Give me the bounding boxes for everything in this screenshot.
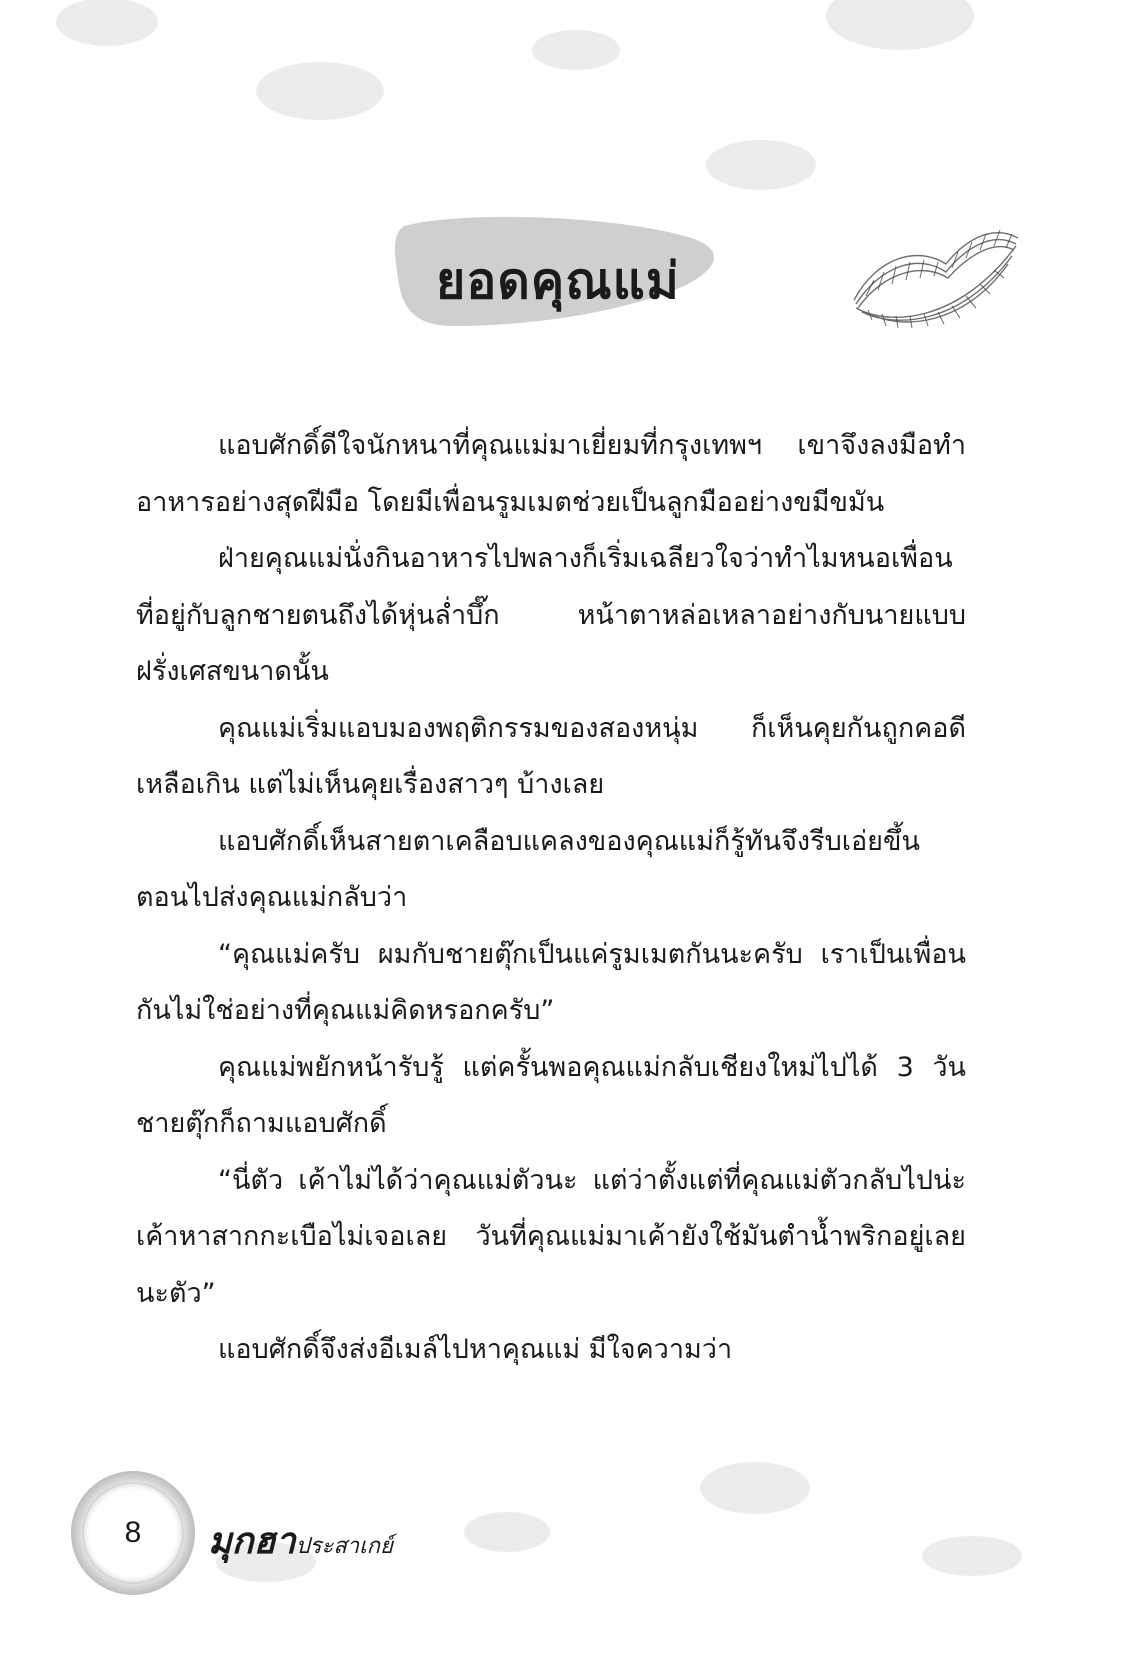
chapter-title: ยอดคุณแม่	[436, 252, 680, 310]
background-blob	[464, 1512, 550, 1552]
background-blob	[256, 62, 384, 120]
background-blob	[532, 30, 620, 70]
page-number: 8	[124, 1516, 142, 1549]
brand-sub: ประสาเกย์	[295, 1534, 393, 1559]
background-blob	[826, 0, 974, 50]
story-paragraph: “นี่ตัว เค้าไม่ได้ว่าคุณแม่ตัวนะ แต่ว่าตั้งแต่ที่คุณแม่ตัวกลับไปน่ะเค้าหาสากกะเบือไม่เจอเลย วันที่คุณแม่มาเค้ายังใช้มันตำน้ำพริกอยู่เลยนะตัว”	[136, 1164, 966, 1309]
story-paragraph: แอบศักดิ์ดีใจนักหนาที่คุณแม่มาเยี่ยมที่กรุงเทพฯ เขาจึงลงมือทำอาหารอย่างสุดฝีมือ โดยมีเพื่อนรูมเมตช่วยเป็นลูกมืออย่างขมีขมัน	[136, 430, 966, 518]
background-blob	[706, 140, 816, 190]
background-blob	[700, 1462, 810, 1514]
story-paragraph: “คุณแม่ครับ ผมกับชายตุ๊กเป็นแค่รูมเมตกันนะครับ เราเป็นเพื่อนกันไม่ใช่อย่างที่คุณแม่คิดหรอกครับ”	[136, 938, 966, 1026]
story-paragraph: ฝ่ายคุณแม่นั่งกินอาหารไปพลางก็เริ่มเฉลียวใจว่าทำไมหนอเพื่อนที่อยู่กับลูกชายตนถึงได้หุ่นล่ำบึ๊ก หน้าตาหล่อเหลาอย่างกับนายแบบฝรั่งเศสขนาดนั้น	[136, 543, 966, 687]
lips-print-icon	[848, 216, 1024, 328]
background-blob	[922, 1536, 1022, 1576]
page-number-badge	[68, 1468, 198, 1598]
story-paragraph: คุณแม่พยักหน้ารับรู้ แต่ครั้นพอคุณแม่กลับเชียงใหม่ไปได้ 3 วัน ชายตุ๊กก็ถามแอบศักดิ์	[136, 1051, 966, 1139]
chapter-title-banner	[384, 208, 756, 350]
story-paragraph: คุณแม่เริ่มแอบมองพฤติกรรมของสองหนุ่ม ก็เห็นคุยกันถูกคอดีเหลือเกิน แต่ไม่เห็นคุยเรื่องสาวๆ บ้างเลย	[136, 712, 966, 800]
brand-main: มุกฮา	[208, 1521, 296, 1562]
background-blob	[56, 0, 158, 46]
story-body	[136, 418, 966, 1379]
story-paragraph: แอบศักดิ์จึงส่งอีเมล์ไปหาคุณแม่ มีใจความว่า	[218, 1334, 733, 1365]
story-paragraph: แอบศักดิ์เห็นสายตาเคลือบแคลงของคุณแม่ก็รู้ทันจึงรีบเอ่ยขึ้นตอนไปส่งคุณแม่กลับว่า	[136, 825, 920, 913]
book-brand	[208, 1512, 393, 1569]
